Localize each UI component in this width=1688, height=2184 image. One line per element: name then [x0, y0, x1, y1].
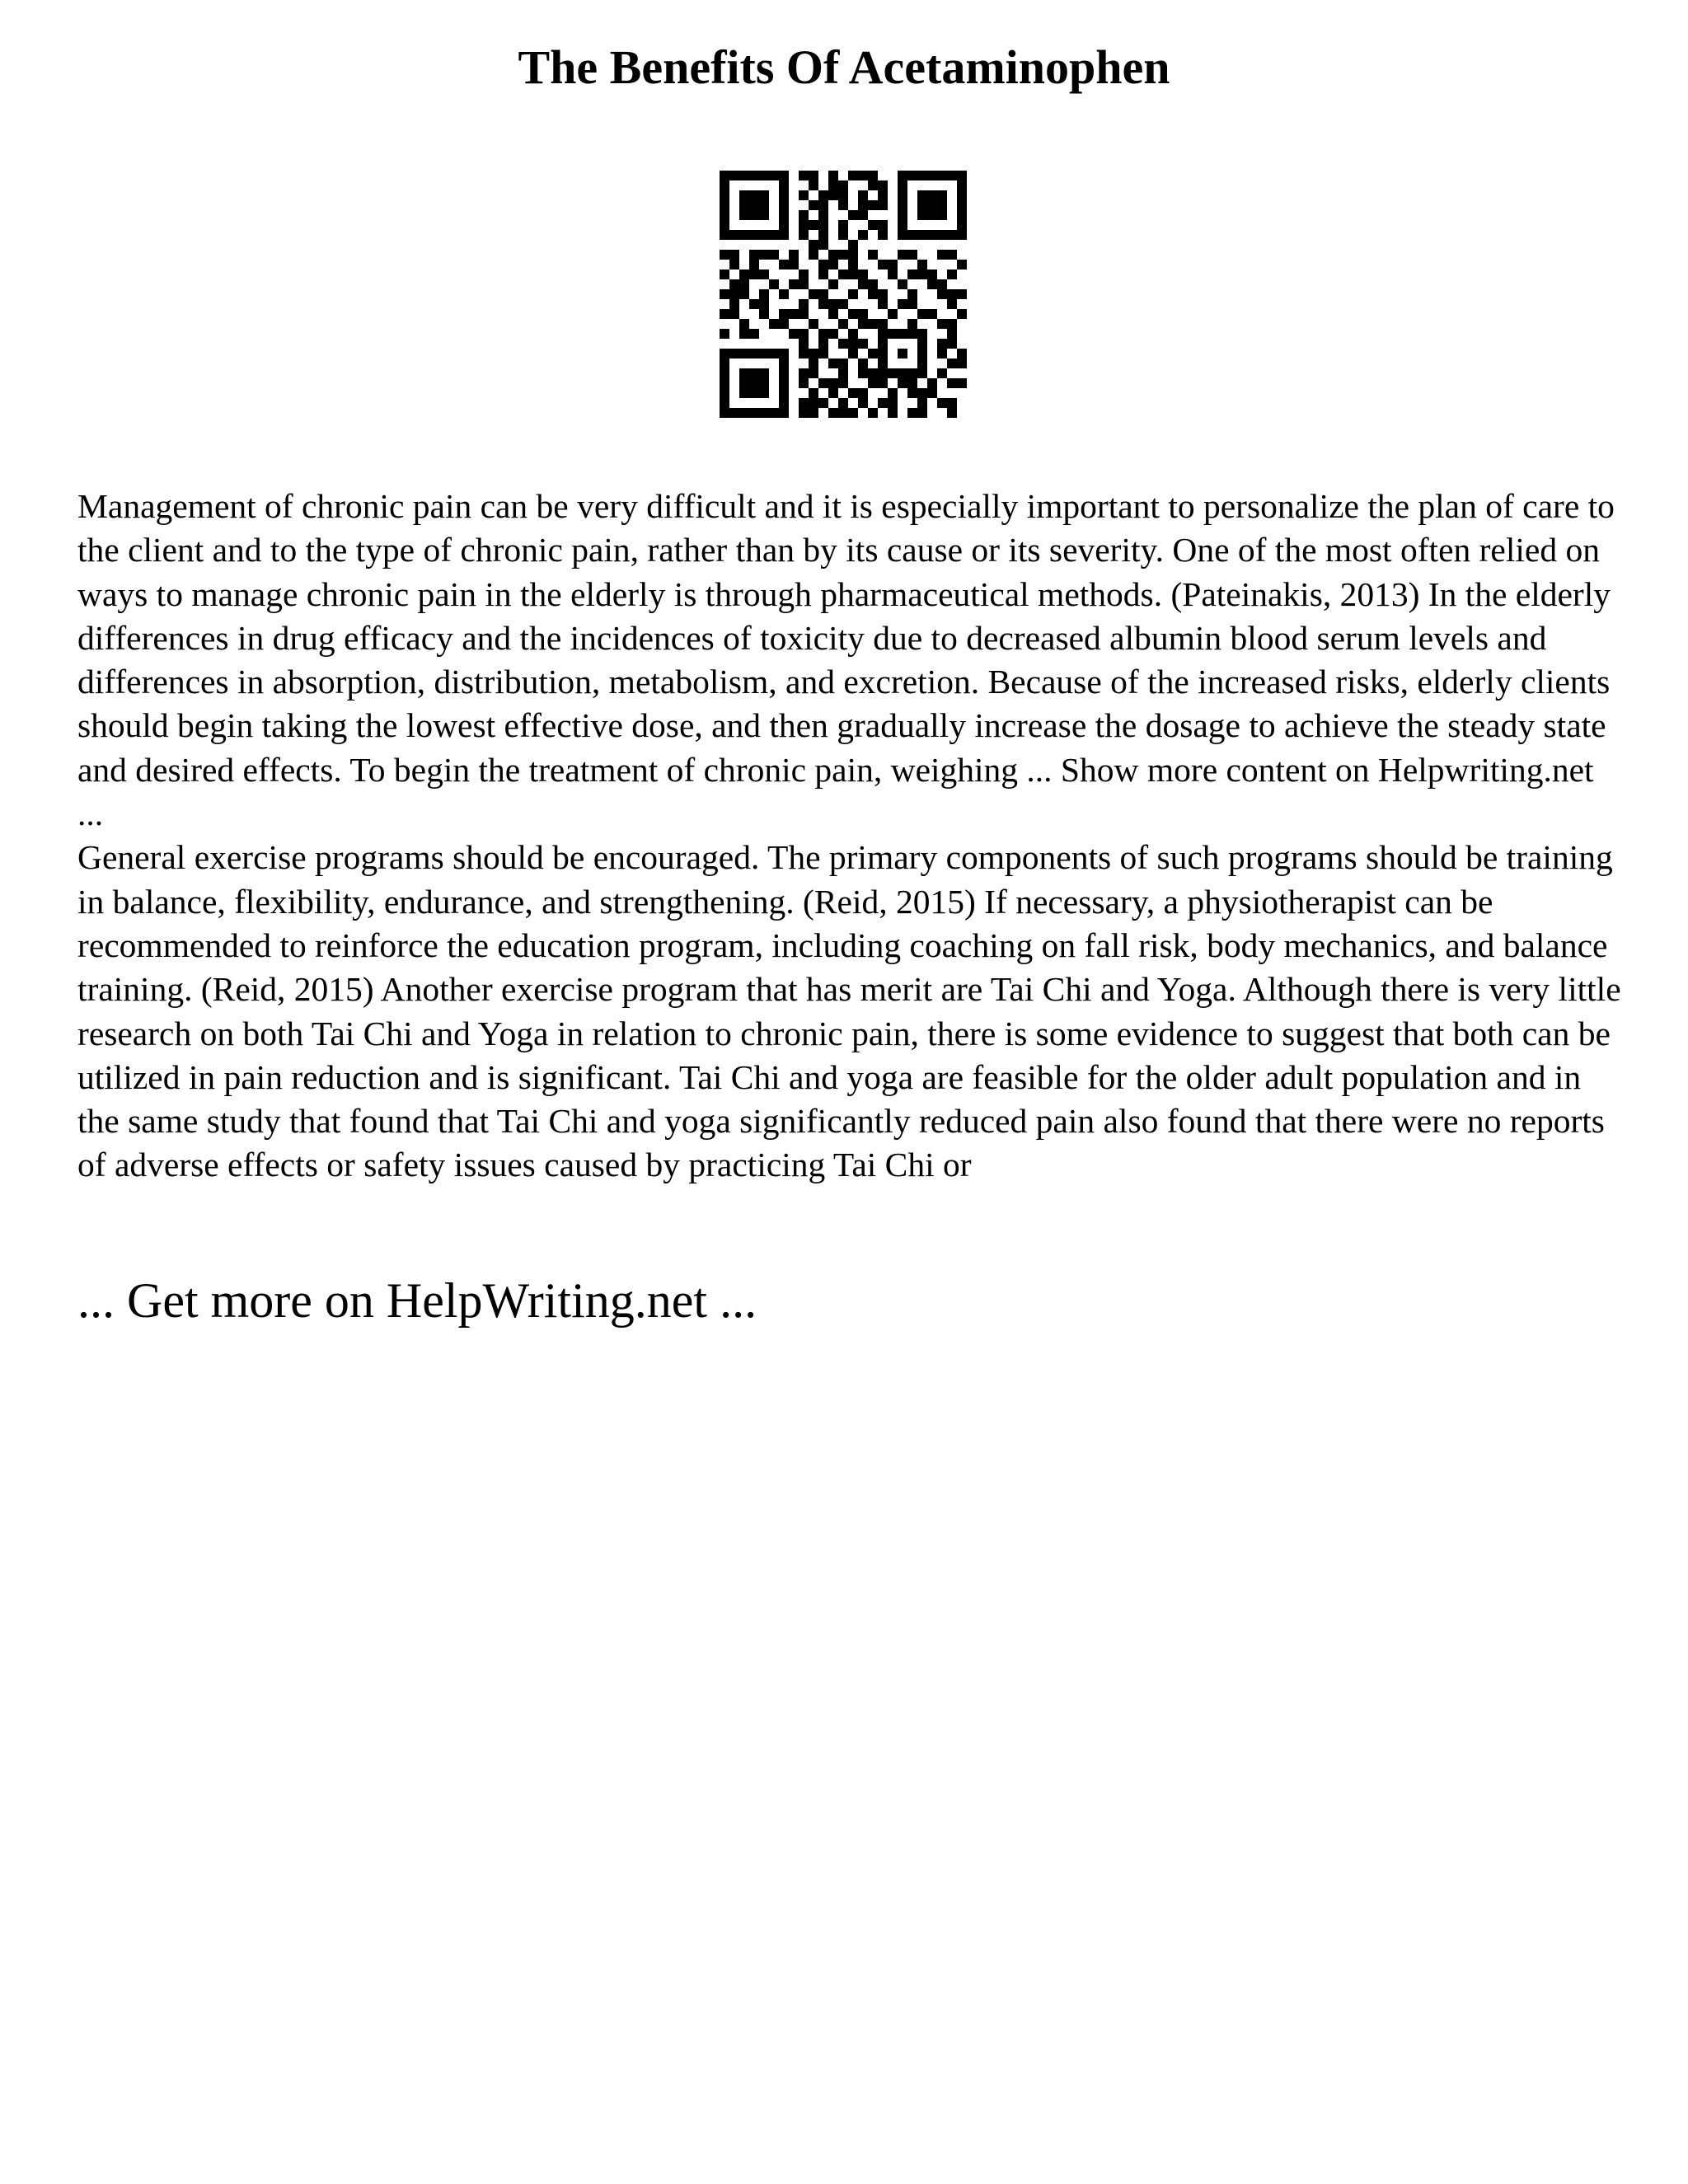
page-title: The Benefits Of Acetaminophen: [518, 40, 1170, 94]
paragraph: General exercise programs should be encouraged. The primary components of such programs should be training in balance, flexibility, endurance, and strengthening. (Reid, 2015) If necessary, a physiotherapist can be recommended to reinforce the education program, including coaching on fall risk, body mechanics, and balance training. (Reid, 2015) Another exercise program that has merit are Tai Chi and Yoga. Although there is very little research on both Tai Chi and Yoga in relation to chronic pain, there is some evidence to suggest that both can be utilized in pain reduction and is significant. Tai Chi and yoga are feasible for the older adult population and in the same study that found that Tai Chi and yoga significantly reduced pain also found that there were no reports of adverse effects or safety issues caused by practicing Tai Chi or: [77, 838, 1621, 1184]
get-more-link[interactable]: ... Get more on HelpWriting.net ...: [77, 1273, 757, 1328]
paragraph: Management of chronic pain can be very difficult and it is especially important to personalize the plan of care to the client and to the type of chronic pain, rather than by its cause or its severity. One of the most often relied on ways to manage chronic pain in the elderly is through pharmaceutical methods. (Pateinakis, 2013) In the elderly differences in drug efficacy and the incidences of toxicity due to decreased albumin blood serum levels and differences in absorption, distribution, metabolism, and excretion. Because of the increased risks, elderly clients should begin taking the lowest effective dose, and then gradually increase the dosage to achieve the steady state and desired effects. To begin the treatment of chronic pain, weighing ... Show more content on Helpwriting.net ...: [77, 487, 1615, 833]
article-body: [77, 485, 1627, 1188]
qr-code-icon: [720, 171, 967, 418]
